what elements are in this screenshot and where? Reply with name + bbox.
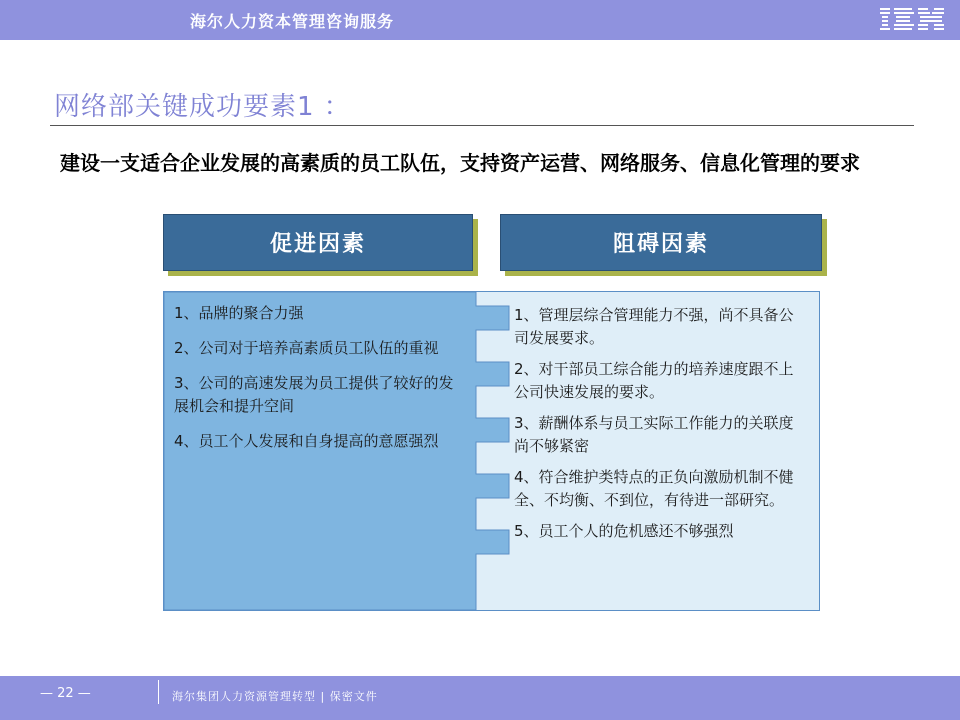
footer-bar: [0, 676, 960, 720]
list-item: 5、员工个人的危机感还不够强烈: [514, 522, 734, 540]
page-number: — 22 —: [40, 686, 91, 701]
list-item: 4、符合维护类特点的正负向激励机制不健全、不均衡、不到位，有待进一部研究。: [514, 468, 794, 509]
list-item: 3、公司的高速发展为员工提供了较好的发展机会和提升空间: [174, 374, 454, 415]
list-item: 1、品牌的聚合力强: [174, 304, 304, 322]
footer-text: 海尔集团人力资源管理转型 | 保密文件: [172, 690, 378, 703]
list-item: 1、管理层综合管理能力不强，尚不具备公司发展要求。: [514, 306, 794, 347]
banner-title: 海尔人力资本管理咨询服务: [190, 12, 395, 31]
list-item: 2、对干部员工综合能力的培养速度跟不上公司快速发展的要求。: [514, 360, 794, 401]
slide-title: 网络部关键成功要素1 ：: [54, 92, 351, 122]
hindering-factors-list: [514, 304, 804, 551]
promoting-factors-list: [174, 302, 459, 465]
list-item: 2、公司对于培养高素质员工队伍的重视: [174, 339, 439, 357]
right-column-header: 阻碍因素: [500, 214, 822, 271]
footer-divider: [158, 680, 159, 704]
list-item: 3、薪酬体系与员工实际工作能力的关联度尚不够紧密: [514, 414, 794, 455]
ibm-logo-icon: [878, 5, 948, 35]
slide-subtitle: 建设一支适合企业发展的高素质的员工队伍，支持资产运营、网络服务、信息化管理的要求: [60, 151, 860, 175]
left-column-header: 促进因素: [163, 214, 473, 271]
top-banner: [0, 0, 960, 40]
title-divider: [50, 125, 914, 126]
list-item: 4、员工个人发展和自身提高的意愿强烈: [174, 432, 439, 450]
factors-panel: [163, 291, 820, 611]
